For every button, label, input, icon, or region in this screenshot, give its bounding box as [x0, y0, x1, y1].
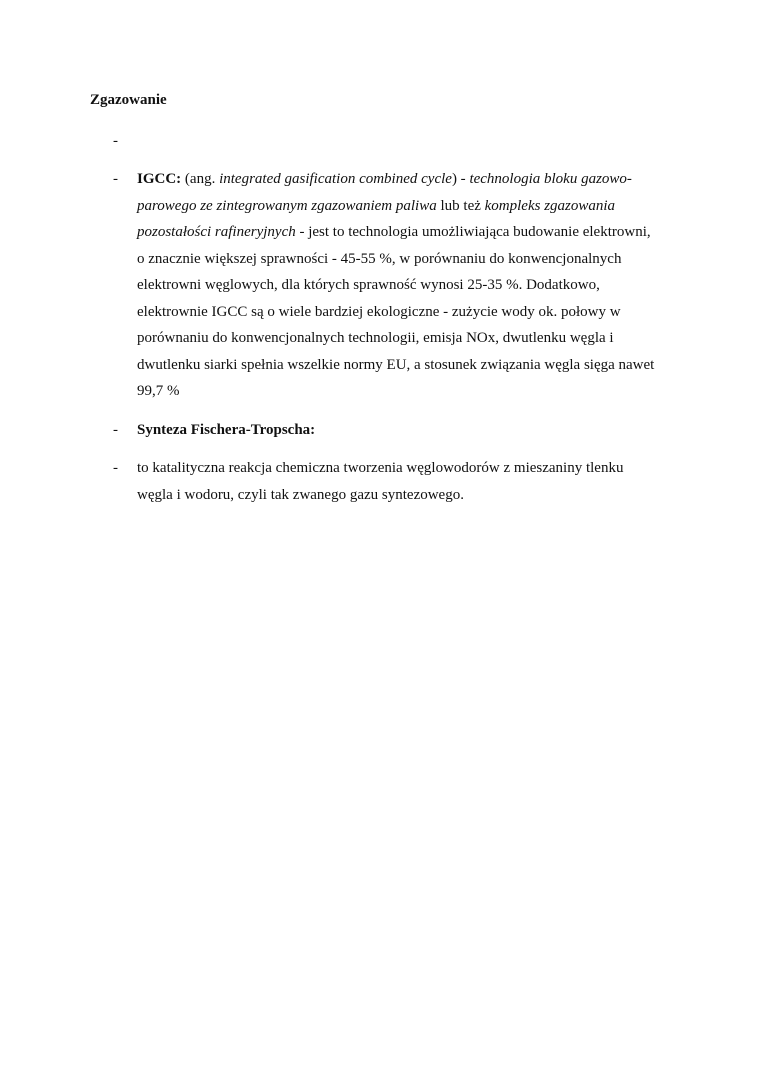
list-dash: - [113, 171, 118, 187]
igcc-line-4: o znacznie większej sprawności - 45-55 %, w porównaniu do konwencjonalnych [137, 250, 622, 267]
section-heading: Zgazowanie [90, 92, 167, 108]
igcc-text: ) - [451, 171, 470, 187]
igcc-line-5: elektrowni węglowych, dla których sprawność wynosi 25-35 %. Dodatkowo, [137, 277, 600, 293]
igcc-text: (ang. [181, 171, 220, 187]
fischer-title: Synteza Fischera-Tropscha: [137, 422, 316, 438]
igcc-line-3 [137, 219, 671, 246]
igcc-english-name: integrated gasification combined cycle [219, 171, 452, 187]
igcc-polish-name: parowego ze zintegrowanym zgazowaniem paliwa [137, 197, 437, 214]
igcc-term: IGCC: [137, 171, 182, 187]
list-item-igcc [113, 166, 673, 405]
igcc-text: lub też [436, 197, 485, 214]
list-item-fischer-desc [113, 455, 673, 508]
igcc-line-2 [137, 193, 671, 220]
igcc-polish-name: technologia bloku gazowo- [469, 171, 632, 187]
igcc-line-7: porównaniu do konwencjonalnych technologii, emisja NOx, dwutlenku węgla i [137, 330, 614, 346]
fischer-paragraph [137, 455, 671, 508]
fischer-title-wrap [137, 417, 671, 444]
list-dash: - [113, 133, 118, 149]
list-dash: - [113, 422, 118, 438]
fischer-line-1: to katalityczna reakcja chemiczna tworzenia węglowodorów z mieszaniny tlenku [137, 460, 624, 476]
list-dash: - [113, 460, 118, 476]
igcc-paragraph [137, 166, 671, 405]
igcc-line-6: elektrownie IGCC są o wiele bardziej ekologiczne - zużycie wody ok. połowy w [137, 303, 621, 320]
fischer-line-2: węgla i wodoru, czyli tak zwanego gazu syntezowego. [137, 486, 464, 503]
igcc-line-8: dwutlenku siarki spełnia wszelkie normy EU, a stosunek związania węgla sięga nawet [137, 356, 655, 373]
igcc-alt-name: kompleks zgazowania [484, 197, 616, 214]
igcc-line-1 [137, 166, 671, 193]
igcc-text: - jest to technologia umożliwiająca budowanie elektrowni, [295, 224, 651, 240]
list-item-fischer-title [113, 417, 673, 444]
igcc-alt-name: pozostałości rafineryjnych [137, 224, 296, 240]
igcc-line-9: 99,7 % [137, 383, 180, 399]
